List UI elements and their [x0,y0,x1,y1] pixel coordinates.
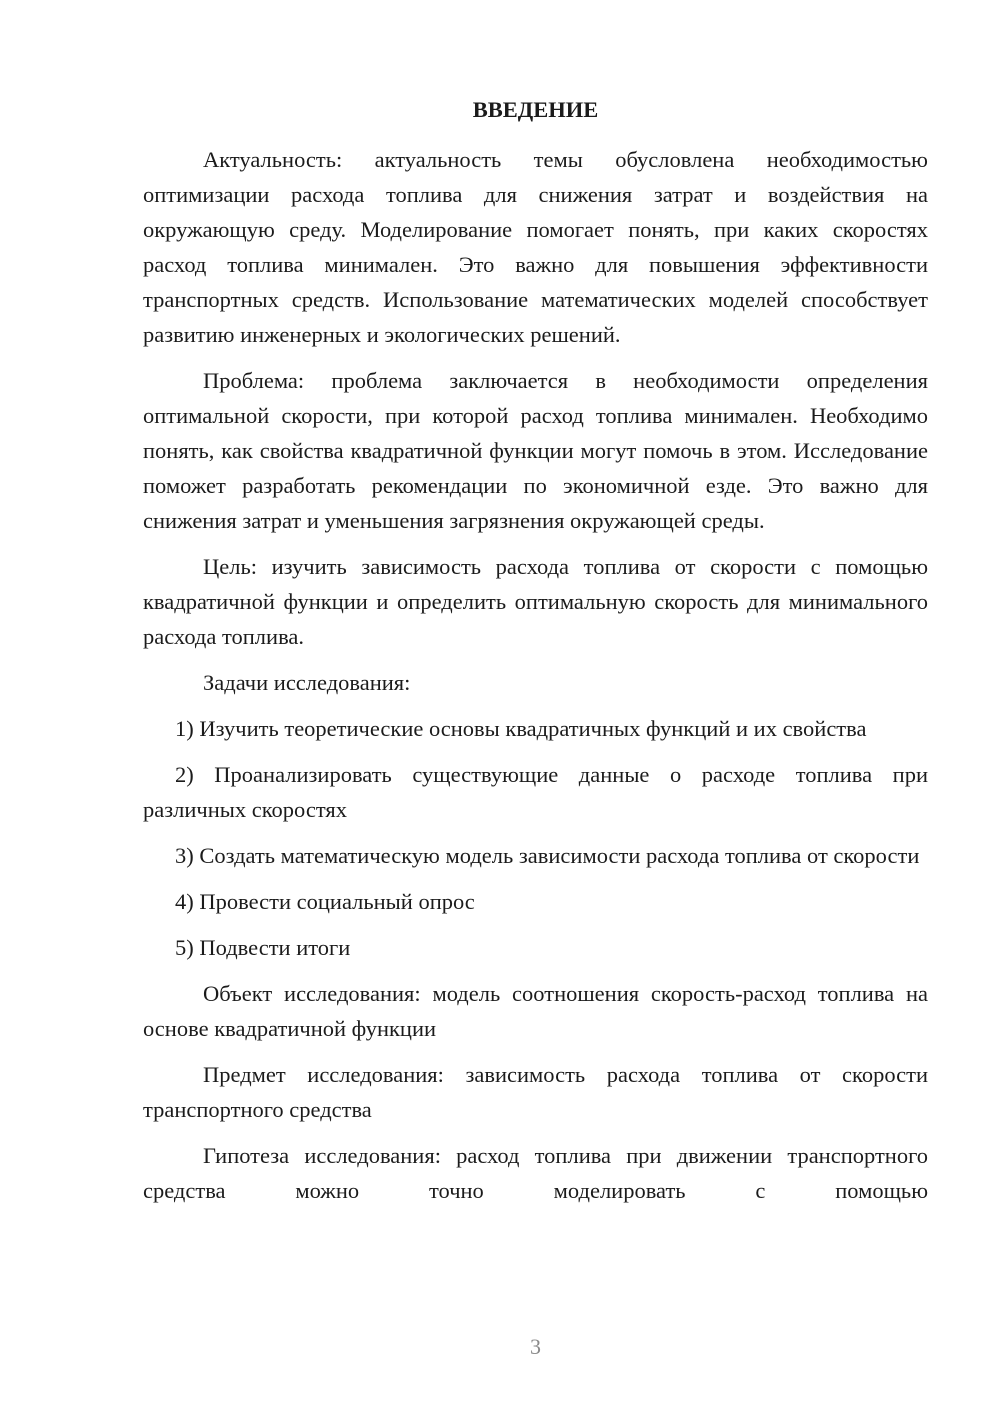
subject-paragraph: Предмет исследования: зависимость расхода топлива от скорости транспортного средства [143,1062,928,1122]
relevance-paragraph: Актуальность: актуальность темы обусловлена необходимостью оптимизации расхода топлива для снижения затрат и воздействия на окружающую среду. Моделирование помогает понять, при каких скоростях расход топлива минимален. Это важно для повышения эффективности транспортных средств. Использование математических моделей способствует развитию инженерных и экологических решений. [143,147,928,347]
page-number: 3 [530,1334,541,1359]
page-content [143,92,928,1219]
goal-paragraph: Цель: изучить зависимость расхода топлива от скорости с помощью квадратичной функции и определить оптимальную скорость для минимального расхода топлива. [143,554,928,649]
list-item: 5) Подвести итоги [175,935,351,960]
hypothesis-paragraph: Гипотеза исследования: расход топлива при движении транспортного средства можно точно моделировать с помощью [143,1143,928,1203]
list-item: 1) Изучить теоретические основы квадратичных функций и их свойства [175,716,867,741]
page-title: ВВЕДЕНИЕ [472,97,599,122]
list-item: 4) Провести социальный опрос [175,889,475,914]
tasks-heading: Задачи исследования: [203,670,411,695]
tasks-list [143,711,928,965]
object-paragraph: Объект исследования: модель соотношения скорость-расход топлива на основе квадратичной функции [143,981,928,1041]
problem-paragraph: Проблема: проблема заключается в необходимости определения оптимальной скорости, при которой расход топлива минимален. Необходимо понять, как свойства квадратичной функции могут помочь в этом. Исследование поможет разработать рекомендации по экономичной езде. Это важно для снижения затрат и уменьшения загрязнения окружающей среды. [143,368,928,533]
list-item: 2) Проанализировать существующие данные о расходе топлива при различных скоростях [143,762,928,822]
list-item: 3) Создать математическую модель зависимости расхода топлива от скорости [175,843,920,868]
